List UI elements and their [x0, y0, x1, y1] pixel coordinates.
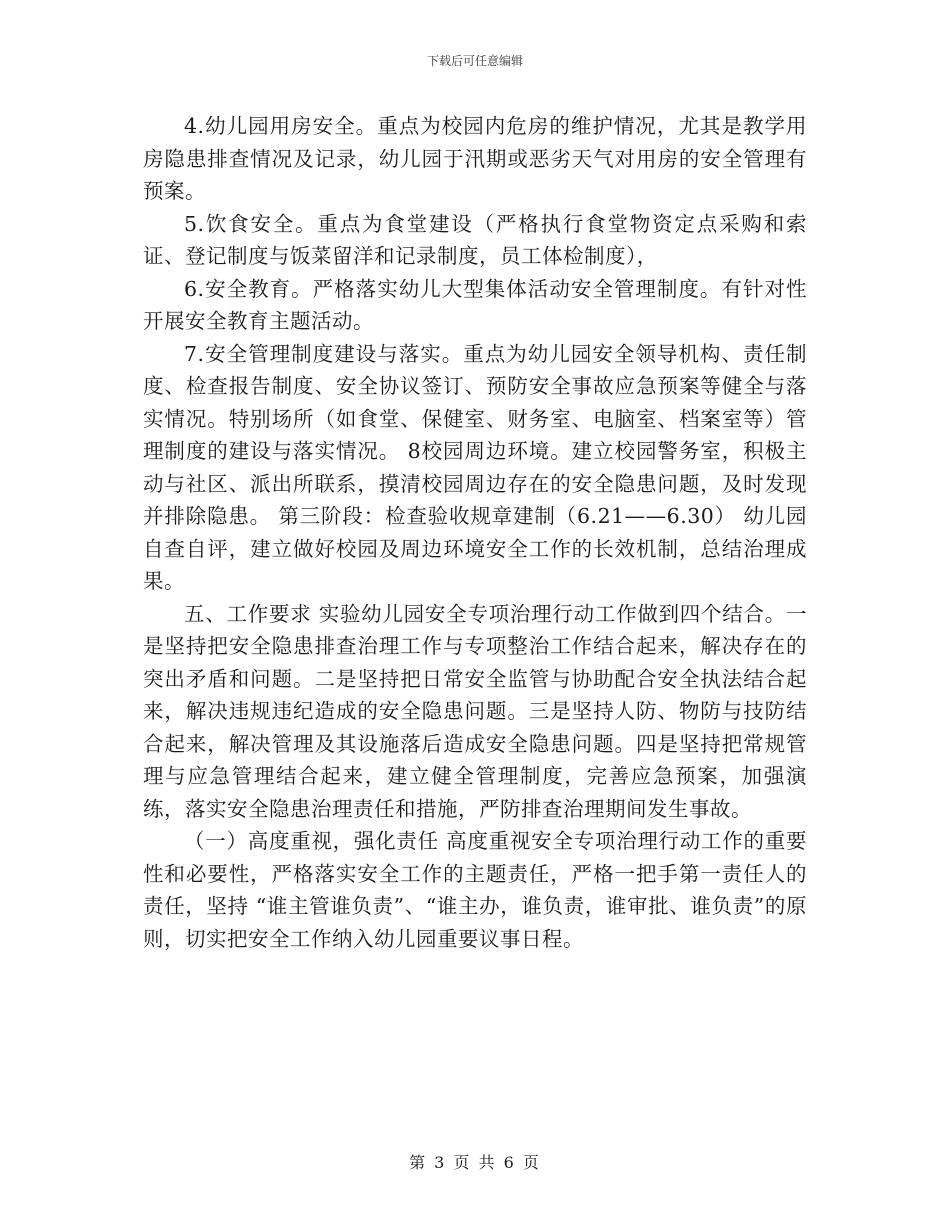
paragraph-safety-education: 6.安全教育。严格落实幼儿大型集体活动安全管理制度。有针对性开展安全教育主题活动。 [143, 276, 807, 333]
paragraph-work-requirements: 五、工作要求 实验幼儿园安全专项治理行动工作做到四个结合。一是坚持把安全隐患排查治理工作与专项整治工作结合起来，解决存在的突出矛盾和问题。二是坚持把日常安全监管与协助配合安全执法结合起来，解决违规违纪造成的安全隐患问题。三是坚持人防、物防与技防结合起来，解决管理及其设施落后造成安全隐患问题。四是坚持把常规管理与应急管理结合起来，建立健全管理制度，完善应急预案，加强演练，落实安全隐患治理责任和措施，严防排查治理期间发生事故。 [143, 601, 807, 821]
page-number-footer: 第 3 页 共 6 页 [409, 1153, 541, 1172]
paragraph-responsibility: （一）高度重视，强化责任 高度重视安全专项治理行动工作的重要性和必要性，严格落实安全工作的主题责任，严格一把手第一责任人的责任，坚持 “谁主管谁负责”、“谁主办，谁负责，谁审批、谁负责”的原则，切实把安全工作纳入幼儿园重要议事日程。 [143, 829, 807, 951]
document-body [143, 110, 807, 955]
page-header-note: 下载后可任意编辑 [426, 54, 523, 68]
paragraph-management-system: 7.安全管理制度建设与落实。重点为幼儿园安全领导机构、责任制度、检查报告制度、安全协议签订、预防安全事故应急预案等健全与落实情况。特别场所（如食堂、保健室、财务室、电脑室、档案室等）管理制度的建设与落实情况。 8校园周边环境。建立校园警务室，积极主动与社区、派出所联系，摸清校园周边存在的安全隐患问题，及时发现并排除隐患。 第三阶段：检查验收规章建制（6.21——6.30） 幼儿园自查自评，建立做好校园及周边环境安全工作的长效机制，总结治理成果。 [143, 341, 807, 593]
paragraph-housing-safety: 4.幼儿园用房安全。重点为校园内危房的维护情况，尤其是教学用房隐患排查情况及记录，幼儿园于汛期或恶劣天气对用房的安全管理有预案。 [143, 114, 807, 203]
paragraph-food-safety: 5.饮食安全。重点为食堂建设（严格执行食堂物资定点采购和索证、登记制度与饭菜留洋和记录制度，员工体检制度）， [143, 211, 807, 268]
